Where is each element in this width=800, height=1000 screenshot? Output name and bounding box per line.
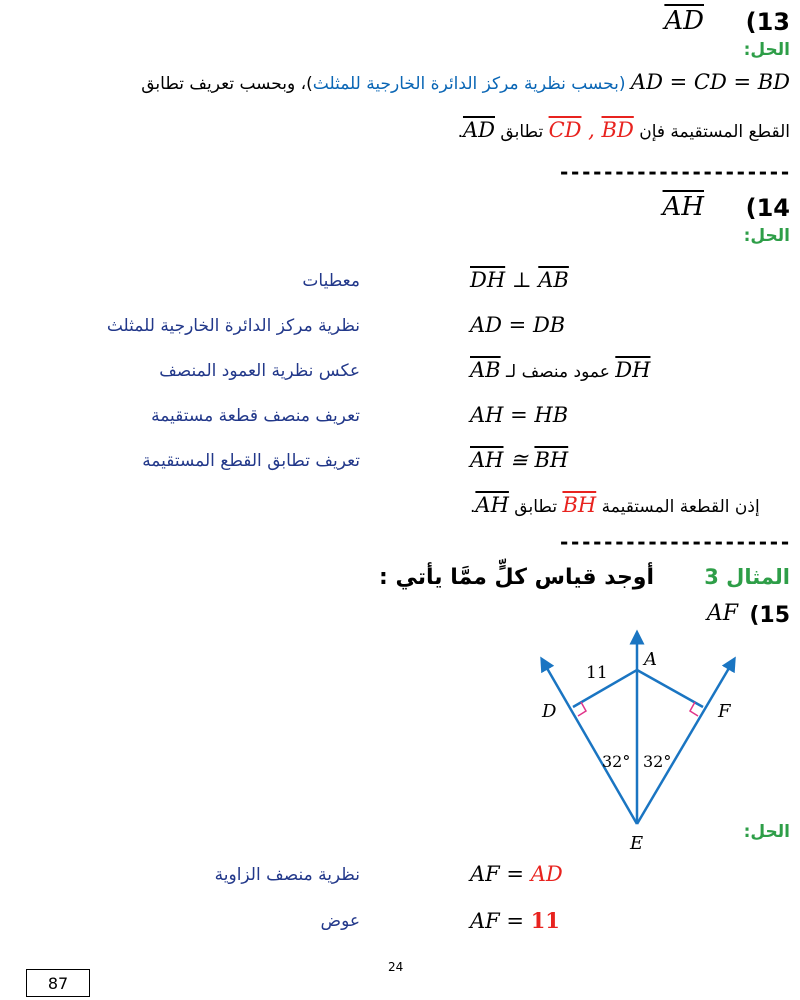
p14-stmt-5: $\overline{AH}$ ≅ $\overline{BH}$: [470, 448, 569, 472]
p13-theorem: بحسب نظرية مركز الدائرة الخارجية للمثلث: [312, 74, 619, 94]
p13-solution-label: الحل:: [743, 40, 790, 60]
p14-conclusion-ah: AH: [475, 493, 509, 517]
p14-conclusion-mid: تطابق: [514, 497, 558, 517]
ray-ed: [544, 663, 637, 824]
angle-right-label: 32°: [643, 752, 672, 771]
p14-stmt-3-dh: DH: [615, 358, 651, 382]
p15-reason-2: عوض: [320, 911, 360, 931]
p13-line2-mid: تطابق: [500, 122, 544, 142]
p13-open-paren: (: [618, 74, 626, 94]
p13-seg-comma: ,: [581, 118, 602, 142]
p13-divider: ---------------------: [558, 160, 790, 184]
p14-reason-1: معطيات: [302, 271, 360, 291]
p14-stmt-3-text: عمود منصف لـ: [506, 362, 610, 382]
p13-line2-end: .: [457, 122, 463, 142]
p15-target: AF: [706, 601, 738, 626]
p14-conclusion-end: .: [470, 497, 476, 517]
angle-left-label: 32°: [602, 752, 631, 771]
p13-line2-prefix: القطع المستقيمة فإن: [639, 122, 790, 142]
p14-label: (14: [745, 194, 790, 222]
p14-conclusion: [470, 493, 760, 517]
p13-equation: AD = CD = BD: [630, 70, 790, 94]
p14-reason-2: نظرية مركز الدائرة الخارجية للمثلث: [106, 316, 360, 336]
p15-step-1: [470, 862, 563, 886]
p14-stmt-3-ab: AB: [470, 358, 501, 382]
p13-line2: [458, 118, 790, 142]
p13-segments: [549, 118, 634, 142]
length-label: 11: [586, 663, 608, 683]
point-f-label: F: [718, 701, 731, 722]
p14-target: $\overline{AH}$: [662, 192, 704, 222]
p15-reason-1: نظرية منصف الزاوية: [214, 865, 360, 885]
point-a-label: A: [644, 649, 657, 670]
p13-line1: [141, 70, 790, 94]
p13-line1-tail: )، وبحسب تعريف تطابق: [141, 74, 313, 94]
p14-conclusion-prefix: إذن القطعة المستقيمة: [601, 497, 760, 517]
p14-conclusion-bh: BH: [562, 493, 597, 517]
p15-solution-label: الحل:: [743, 822, 790, 842]
p14-solution-label: الحل:: [743, 226, 790, 246]
point-e-label: E: [630, 833, 644, 854]
p14-stmt-1: $\overline{DH}$ ⊥ $\overline{AB}$: [470, 268, 569, 292]
kite-figure: [520, 625, 760, 854]
ray-ef: [637, 663, 732, 824]
page-box: 87: [26, 969, 90, 997]
example-instruction: أوجد قياس كلٍّ ممَّا يأتي :: [379, 565, 655, 590]
p15-step-2: [470, 908, 560, 933]
p15-step-1-lhs: AF =: [470, 862, 531, 886]
p14-reason-5: تعريف تطابق القطع المستقيمة: [142, 451, 360, 471]
p14-reason-3: عكس نظرية العمود المنصف: [159, 361, 360, 381]
p14-stmt-2: AD = DB: [470, 313, 566, 337]
p15-step-2-rhs: 11: [530, 908, 560, 933]
p15-label: (15: [749, 603, 790, 628]
p14-stmt-4: AH = HB: [470, 403, 569, 427]
p14-stmt-3: [470, 358, 650, 382]
p13-seg-bd: $\overline{BD}$: [601, 118, 634, 142]
segment-af: [637, 670, 703, 707]
page-number: 24: [388, 960, 404, 974]
example-header: [379, 565, 790, 590]
p13-seg-ad: $\overline{AD}$: [462, 118, 495, 142]
p14-divider: ---------------------: [558, 530, 790, 554]
p13-seg-cd: $\overline{CD}$: [548, 118, 582, 142]
example-tag: المثال 3: [704, 565, 790, 589]
p13-target: $\overline{AD}$: [664, 6, 704, 36]
point-d-label: D: [542, 701, 557, 722]
p14-reason-4: تعريف منصف قطعة مستقيمة: [151, 406, 360, 426]
p13-label: (13: [745, 8, 790, 36]
p15-step-2-lhs: AF =: [470, 909, 531, 933]
p15-step-1-rhs: AD: [530, 862, 563, 886]
